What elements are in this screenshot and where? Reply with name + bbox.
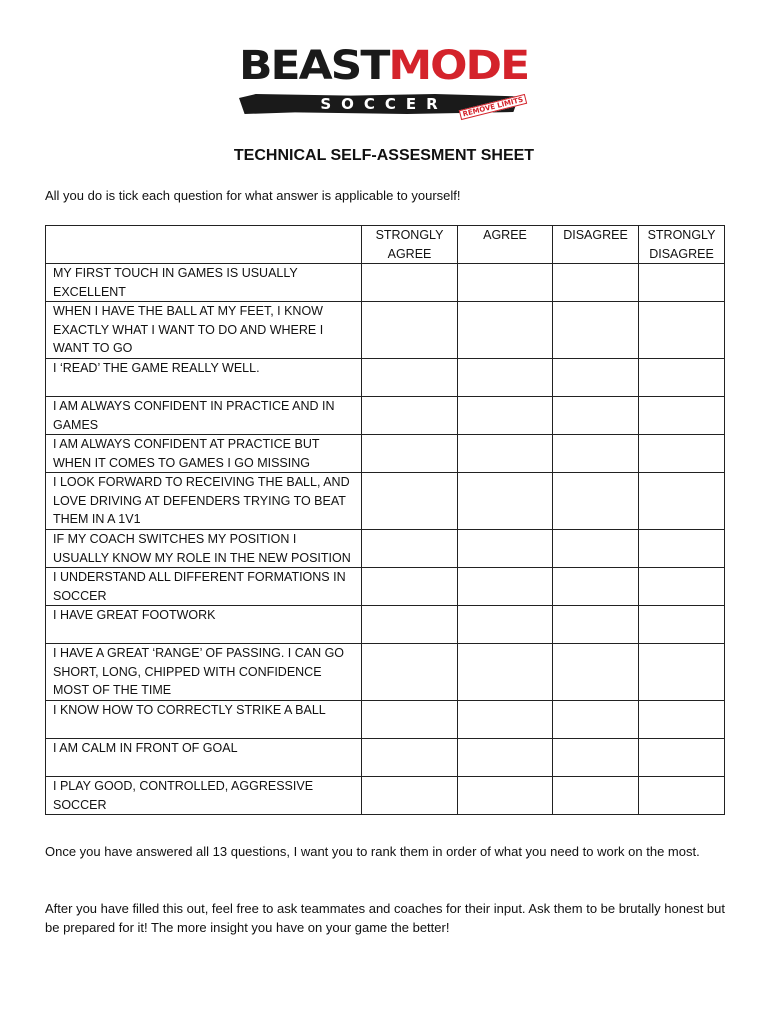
- tick-cell-agree[interactable]: [458, 473, 553, 530]
- tick-cell-strongly-agree[interactable]: [362, 302, 458, 359]
- tick-cell-strongly-agree[interactable]: [362, 701, 458, 739]
- page-title: TECHNICAL SELF-ASSESMENT SHEET: [233, 147, 535, 164]
- table-row: [46, 530, 725, 568]
- tick-cell-strongly-disagree[interactable]: [639, 739, 725, 777]
- question-cell: I ‘READ’ THE GAME REALLY WELL.: [46, 359, 362, 397]
- tick-cell-strongly-disagree[interactable]: [639, 473, 725, 530]
- question-cell: MY FIRST TOUCH IN GAMES IS USUALLY EXCELLENT: [46, 264, 362, 302]
- tick-cell-strongly-agree[interactable]: [362, 435, 458, 473]
- table-row: [46, 701, 725, 739]
- tick-cell-strongly-agree[interactable]: [362, 397, 458, 435]
- tick-cell-disagree[interactable]: [553, 530, 639, 568]
- beast-mode-soccer-logo: [239, 44, 529, 122]
- question-cell: I AM CALM IN FRONT OF GOAL: [46, 739, 362, 777]
- tick-cell-strongly-agree[interactable]: [362, 777, 458, 815]
- table-row: [46, 302, 725, 359]
- question-cell: I LOOK FORWARD TO RECEIVING THE BALL, AND LOVE DRIVING AT DEFENDERS TRYING TO BEAT THEM IN A 1V1: [46, 473, 362, 530]
- logo-subtitle: SOCCER: [320, 95, 448, 113]
- question-cell: I AM ALWAYS CONFIDENT AT PRACTICE BUT WHEN IT COMES TO GAMES I GO MISSING: [46, 435, 362, 473]
- tick-cell-strongly-disagree[interactable]: [639, 435, 725, 473]
- tick-cell-agree[interactable]: [458, 644, 553, 701]
- tick-cell-strongly-disagree[interactable]: [639, 530, 725, 568]
- tick-cell-disagree[interactable]: [553, 644, 639, 701]
- tick-cell-disagree[interactable]: [553, 264, 639, 302]
- feedback-instructions: After you have filled this out, feel free to ask teammates and coaches for their input. Ask them to be brutally honest but be prepared for it! The more insight you have on your game the better!: [45, 901, 725, 935]
- table-row: [46, 359, 725, 397]
- tick-cell-strongly-agree[interactable]: [362, 264, 458, 302]
- tick-cell-strongly-disagree[interactable]: [639, 606, 725, 644]
- table-row: [46, 606, 725, 644]
- question-cell: I HAVE A GREAT ‘RANGE’ OF PASSING. I CAN GO SHORT, LONG, CHIPPED WITH CONFIDENCE MOST OF THE TIME: [46, 644, 362, 701]
- tick-cell-agree[interactable]: [458, 530, 553, 568]
- tick-cell-strongly-agree[interactable]: [362, 473, 458, 530]
- tick-cell-strongly-agree[interactable]: [362, 739, 458, 777]
- tick-cell-strongly-agree[interactable]: [362, 606, 458, 644]
- tick-cell-disagree[interactable]: [553, 302, 639, 359]
- intro-text: All you do is tick each question for what answer is applicable to yourself!: [45, 188, 461, 203]
- header-strongly-disagree: STRONGLY DISAGREE: [639, 226, 725, 264]
- tick-cell-disagree[interactable]: [553, 397, 639, 435]
- question-cell: I AM ALWAYS CONFIDENT IN PRACTICE AND IN GAMES: [46, 397, 362, 435]
- logo-word-beast: BEAST: [239, 42, 389, 90]
- table-row: [46, 644, 725, 701]
- logo-stamp: REMOVE LIMITS: [459, 94, 527, 120]
- tick-cell-strongly-disagree[interactable]: [639, 701, 725, 739]
- assessment-table: [45, 225, 725, 815]
- tick-cell-strongly-disagree[interactable]: [639, 568, 725, 606]
- table-row: [46, 473, 725, 530]
- header-agree: AGREE: [458, 226, 553, 264]
- tick-cell-strongly-disagree[interactable]: [639, 359, 725, 397]
- tick-cell-strongly-disagree[interactable]: [639, 264, 725, 302]
- tick-cell-agree[interactable]: [458, 606, 553, 644]
- tick-cell-strongly-disagree[interactable]: [639, 302, 725, 359]
- header-question: [46, 226, 362, 264]
- tick-cell-strongly-agree[interactable]: [362, 530, 458, 568]
- tick-cell-agree[interactable]: [458, 397, 553, 435]
- header-row: [46, 226, 725, 264]
- tick-cell-agree[interactable]: [458, 264, 553, 302]
- tick-cell-disagree[interactable]: [553, 435, 639, 473]
- table-row: [46, 397, 725, 435]
- tick-cell-strongly-agree[interactable]: [362, 359, 458, 397]
- table-row: [46, 568, 725, 606]
- tick-cell-agree[interactable]: [458, 435, 553, 473]
- tick-cell-disagree[interactable]: [553, 606, 639, 644]
- question-cell: I UNDERSTAND ALL DIFFERENT FORMATIONS IN SOCCER: [46, 568, 362, 606]
- table-row: [46, 777, 725, 815]
- tick-cell-strongly-disagree[interactable]: [639, 777, 725, 815]
- tick-cell-agree[interactable]: [458, 359, 553, 397]
- table-row: [46, 435, 725, 473]
- question-cell: I HAVE GREAT FOOTWORK: [46, 606, 362, 644]
- tick-cell-strongly-disagree[interactable]: [639, 644, 725, 701]
- tick-cell-disagree[interactable]: [553, 568, 639, 606]
- tick-cell-agree[interactable]: [458, 739, 553, 777]
- table-row: [46, 264, 725, 302]
- question-cell: I KNOW HOW TO CORRECTLY STRIKE A BALL: [46, 701, 362, 739]
- tick-cell-agree[interactable]: [458, 701, 553, 739]
- tick-cell-agree[interactable]: [458, 777, 553, 815]
- tick-cell-disagree[interactable]: [553, 739, 639, 777]
- tick-cell-strongly-agree[interactable]: [362, 568, 458, 606]
- tick-cell-strongly-agree[interactable]: [362, 644, 458, 701]
- question-cell: WHEN I HAVE THE BALL AT MY FEET, I KNOW EXACTLY WHAT I WANT TO DO AND WHERE I WANT TO GO: [46, 302, 362, 359]
- tick-cell-disagree[interactable]: [553, 777, 639, 815]
- question-cell: I PLAY GOOD, CONTROLLED, AGGRESSIVE SOCCER: [46, 777, 362, 815]
- tick-cell-disagree[interactable]: [553, 359, 639, 397]
- header-disagree: DISAGREE: [553, 226, 639, 264]
- tick-cell-strongly-disagree[interactable]: [639, 397, 725, 435]
- question-cell: IF MY COACH SWITCHES MY POSITION I USUALLY KNOW MY ROLE IN THE NEW POSITION: [46, 530, 362, 568]
- tick-cell-disagree[interactable]: [553, 701, 639, 739]
- tick-cell-agree[interactable]: [458, 302, 553, 359]
- table-row: [46, 739, 725, 777]
- header-strongly-agree: STRONGLY AGREE: [362, 226, 458, 264]
- tick-cell-disagree[interactable]: [553, 473, 639, 530]
- tick-cell-agree[interactable]: [458, 568, 553, 606]
- logo-wordmark: [239, 44, 528, 88]
- ranking-instructions: Once you have answered all 13 questions, I want you to rank them in order of what you need to work on the most.: [45, 844, 700, 859]
- logo-word-mode: MODE: [388, 42, 529, 90]
